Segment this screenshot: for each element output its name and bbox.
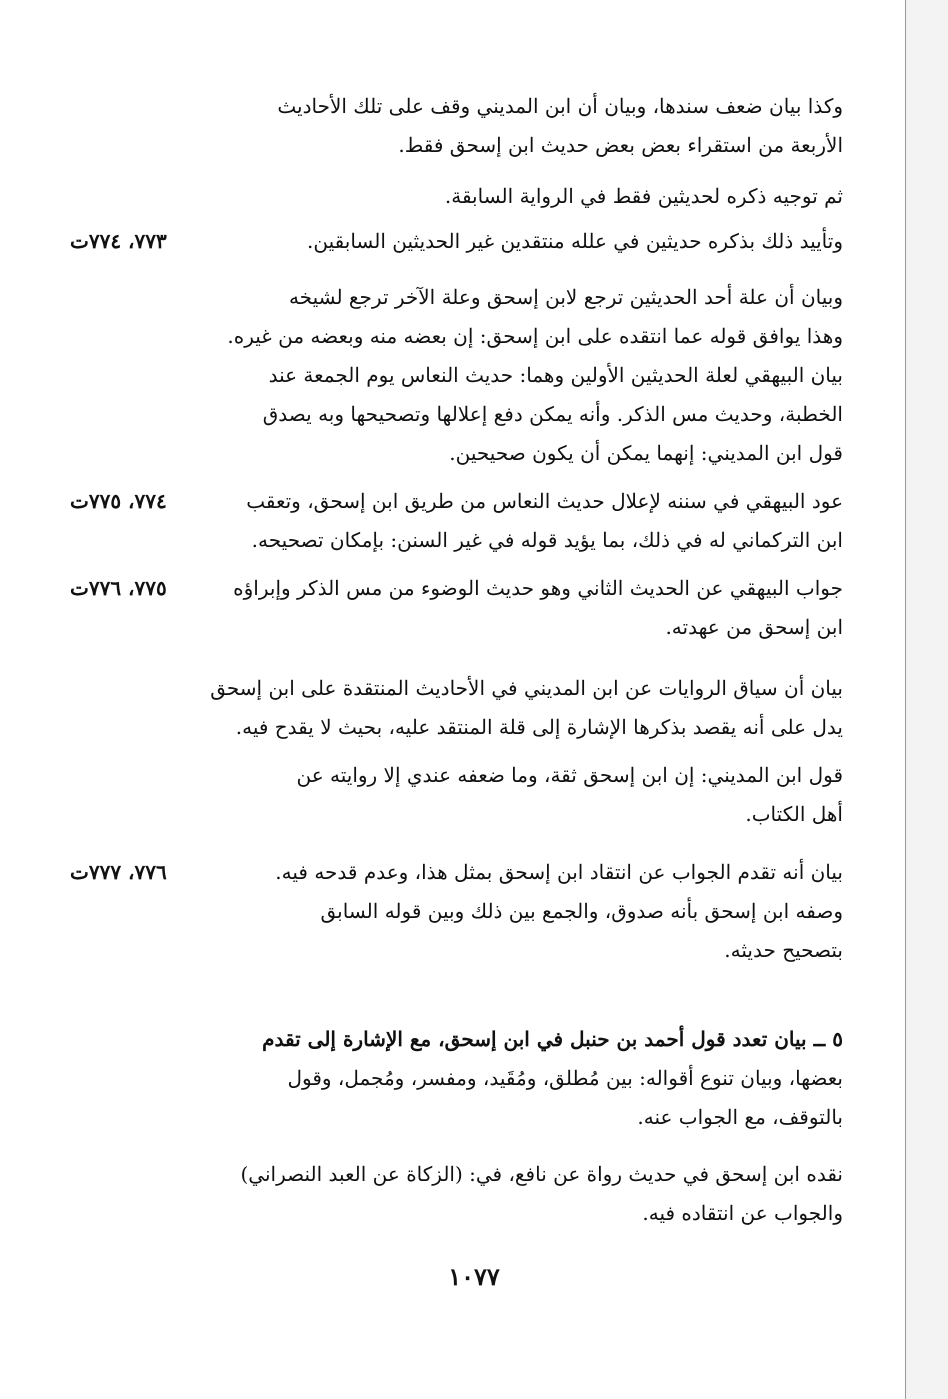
text-line: وبيان أن علة أحد الحديثين ترجع لابن إسحق وعلة الآخر ترجع لشيخه [288, 285, 843, 309]
text-line: بعضها، وبيان تنوع أقواله: بين مُطلق، ومُقَيد، ومفسر، ومُجمل، وقول [287, 1066, 843, 1090]
paragraph-5 [208, 482, 843, 560]
page-gutter [906, 0, 948, 1399]
text-line: والجواب عن انتقاده فيه. [642, 1201, 843, 1225]
reference-number: ٧٧٤، ٧٧٥ت [70, 489, 167, 513]
text-line: وصفه ابن إسحق بأنه صدوق، والجمع بين ذلك وبين قوله السابق [320, 899, 843, 923]
paragraph-1 [213, 87, 843, 165]
text-line: الأربعة من استقراء بعض بعض حديث ابن إسحق فقط. [398, 133, 843, 157]
text-line: قول ابن المديني: إن ابن إسحق ثقة، وما ضعفه عندي إلا روايته عن [296, 763, 843, 787]
reference-number: ٧٧٦، ٧٧٧ت [70, 860, 167, 884]
text-line: وكذا بيان ضعف سندها، وبيان أن ابن المديني وقف على تلك الأحاديث [277, 94, 843, 118]
text-line: ابن إسحق من عهدته. [665, 615, 843, 639]
paragraph-6 [208, 569, 843, 647]
paragraph-9 [213, 853, 843, 970]
text-line: نقده ابن إسحق في حديث رواة عن نافع، في: (الزكاة عن العبد النصراني) [240, 1162, 843, 1186]
text-line: بالتوقف، مع الجواب عنه. [637, 1105, 843, 1129]
paragraph-8 [213, 756, 843, 834]
text-line: ثم توجيه ذكره لحديثين فقط في الرواية السابقة. [444, 184, 843, 208]
text-line: بتصحيح حديثه. [724, 938, 843, 962]
page-edge-line [905, 0, 906, 1399]
paragraph-11 [213, 1155, 843, 1233]
text-line: عود البيهقي في سننه لإعلال حديث النعاس من طريق ابن إسحق، وتعقب [246, 489, 843, 513]
text-line: وهذا يوافق قوله عما انتقده على ابن إسحق: إن بعضه منه وبعضه من غيره. [227, 324, 843, 348]
text-line: وتأييد ذلك بذكره حديثين في علله منتقدين غير الحديثين السابقين. [307, 229, 843, 253]
reference-number: ٧٧٥، ٧٧٦ت [70, 576, 167, 600]
text-line: قول ابن المديني: إنهما يمكن أن يكون صحيحين. [449, 441, 843, 465]
text-line: ابن التركماني له في ذلك، بما يؤيد قوله في غير السنن: بإمكان تصحيحه. [251, 528, 843, 552]
paragraph-2 [213, 177, 843, 216]
paragraph-10 [213, 1020, 843, 1137]
text-line: جواب البيهقي عن الحديث الثاني وهو حديث الوضوء من مس الذكر وإبراؤه [233, 576, 843, 600]
text-line: الخطبة، وحديث مس الذكر. وأنه يمكن دفع إعلالها وتصحيحها وبه يصدق [262, 402, 843, 426]
paragraph-4 [213, 278, 843, 473]
text-line: يدل على أنه يقصد بذكرها الإشارة إلى قلة المنتقد عليه، بحيث لا يقدح فيه. [235, 715, 843, 739]
reference-number: ٧٧٣، ٧٧٤ت [70, 229, 167, 253]
paragraph-7 [210, 669, 843, 747]
paragraph-3 [283, 222, 843, 261]
text-line: أهل الكتاب. [745, 802, 843, 826]
text-line: بيان أن سياق الروايات عن ابن المديني في الأحاديث المنتقدة على ابن إسحق [210, 676, 843, 700]
text-line: بيان أنه تقدم الجواب عن انتقاد ابن إسحق بمثل هذا، وعدم قدحه فيه. [275, 860, 843, 884]
text-line: بيان البيهقي لعلة الحديثين الأولين وهما: حديث النعاس يوم الجمعة عند [268, 363, 843, 387]
page-number: ١٠٧٧ [448, 1262, 500, 1291]
section-heading-line: ٥ ــ بيان تعدد قول أحمد بن حنبل في ابن إسحق، مع الإشارة إلى تقدم [262, 1027, 843, 1051]
